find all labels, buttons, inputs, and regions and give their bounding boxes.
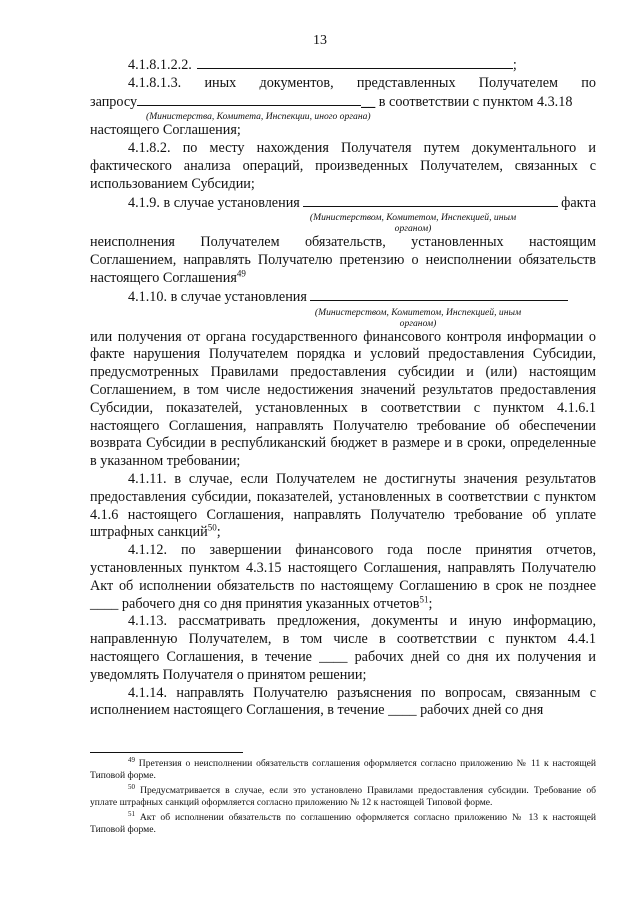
clause-4-1-10 [90, 288, 596, 471]
blank-days: ____ [388, 702, 417, 719]
clause-number: 4.1.8.1.2.2. [128, 57, 192, 73]
clause-word: по [581, 74, 596, 91]
authority-note [90, 307, 596, 329]
blank-days: ____ [319, 648, 348, 665]
clause-tail: ; [512, 57, 517, 73]
footnote-text: Претензия о неисполнении обязательств соглашения оформляется согласно приложению № 11 к настоящей Типовой форме. [90, 758, 596, 781]
clause-word: иных [204, 74, 237, 91]
clause-continuation: неисполнения Получателем обязательств, установленных настоящим Соглашением, направлять Получателю претензию о неисполнении обязательств настоящего Соглашения [90, 234, 596, 286]
clause-4-1-11 [90, 471, 596, 542]
clause-text: рабочих дней со дня [416, 702, 544, 719]
clause-word: представленных [356, 74, 456, 91]
clause-4-1-8-1-2-2 [90, 56, 596, 75]
clause-text: ; [428, 595, 433, 612]
footnote-ref[interactable]: 51 [419, 593, 429, 604]
footnote-ref[interactable]: 50 [207, 522, 217, 533]
clause-text: __ [361, 93, 376, 110]
note-line: органом) [394, 223, 432, 235]
footnote-50 [90, 785, 596, 808]
clause-text: ; [216, 524, 221, 541]
clause-4-1-14 [90, 685, 596, 721]
document-body [90, 56, 596, 720]
note-line: органом) [399, 317, 437, 329]
footnote-text: Предусматривается в случае, если это установлено Правилами предоставления субсидии. Требование об уплате штрафных санкций оформляется согласно приложению № 12 к настоящей Типовой форме. [90, 785, 596, 808]
clause-text: рабочих дней со дня их получения и уведомлять Получателя о принятом решении; [90, 648, 596, 683]
blank-line [310, 288, 568, 301]
clause-text: или получения от органа государственного финансового контроля информации о факте нарушения Получателем порядка и условий предоставления Субсидии, предусмотренных Правилами предоставления субсидии и (или) настоящим Соглашением, в том числе недостижения значений результатов предоставления Субсидии, показателей, установленных в соответствии с пунктом 4.1.6.1 настоящего Соглашения, направлять Получателю требование об обеспечении возврата Субсидии в республиканский бюджет в размере и в сроки, определенные в указанном требовании; [90, 328, 596, 470]
clause-text: настоящего Соглашения; [90, 122, 241, 139]
clause-line [90, 75, 596, 93]
footnote-ref[interactable]: 49 [236, 268, 246, 279]
clause-4-1-9 [90, 194, 596, 288]
clause-word: Получателем [478, 74, 559, 91]
clause-4-1-13 [90, 613, 596, 684]
clause-text: 4.1.14. направлять Получателю разъяснения по вопросам, связанным с исполнением настоящего Соглашения, в течение [90, 684, 596, 719]
blank-line [137, 93, 361, 106]
clause-text: 4.1.11. в случае, если Получателем не достигнуты значения результатов предоставления субсидии, показателей, установленных в соответствии с пунктом 4.1.6 настоящего Соглашения, направлять Получателю требование об уплате штрафных санкций [90, 470, 596, 541]
clause-text: 4.1.12. по завершении финансового года после принятия отчетов, установленных пунктом 4.3.15 настоящего Соглашения, направлять Получателю Акт об исполнении обязательств по настоящему Соглашению в срок не позднее [90, 542, 596, 594]
authority-note [90, 212, 596, 234]
clause-line [90, 93, 596, 112]
clause-4-1-8-2: 4.1.8.2. по месту нахождения Получателя путем документального и фактического анализа операций, произведенных Получателем, связанных с использованием Субсидии; [90, 140, 596, 192]
authority-note: (Министерства, Комитета, Инспекции, иного органа) [146, 111, 371, 123]
clause-number: 4.1.8.1.3. [128, 74, 182, 91]
note-line: (Министерством, Комитетом, Инспекцией, иным [309, 212, 517, 224]
footnote-number: 49 [128, 755, 135, 764]
footnote-51 [90, 812, 596, 835]
note-line: (Министерством, Комитетом, Инспекцией, иным [314, 306, 522, 318]
clause-text: 4.1.10. в случае установления [128, 288, 311, 305]
clause-4-1-8-1-3 [90, 75, 596, 140]
clause-text: 4.1.9. в случае установления [128, 194, 304, 211]
footnote-separator [90, 752, 243, 753]
footnotes [90, 755, 596, 840]
blank-days: ____ [90, 595, 119, 612]
clause-text: в соответствии с пунктом 4.3.18 [375, 93, 573, 110]
clause-word: документов, [259, 74, 334, 91]
clause-text [90, 234, 596, 287]
clause-text: рабочего дня со дня принятия указанных отчетов [118, 595, 420, 612]
page-number: 13 [313, 33, 327, 48]
footnote-number: 50 [128, 783, 135, 791]
clause-text: факта [557, 194, 596, 211]
clause-text: 4.1.13. рассматривать предложения, документы и иную информацию, направленную Получателем, в том числе в соответствии с пунктом 4.4.1 настоящего Соглашения, в течение [90, 613, 596, 665]
footnote-text: Акт об исполнении обязательств по соглашению оформляется согласно приложению № 13 к настоящей Типовой форме. [90, 812, 596, 835]
footnote-49 [90, 755, 596, 781]
clause-text: запросу [90, 93, 138, 110]
clause-line [90, 288, 596, 307]
blank-line [303, 194, 557, 207]
clause-line [90, 194, 596, 213]
footnote-number: 51 [128, 810, 135, 819]
blank-line [197, 56, 513, 69]
clause-4-1-12 [90, 542, 596, 613]
